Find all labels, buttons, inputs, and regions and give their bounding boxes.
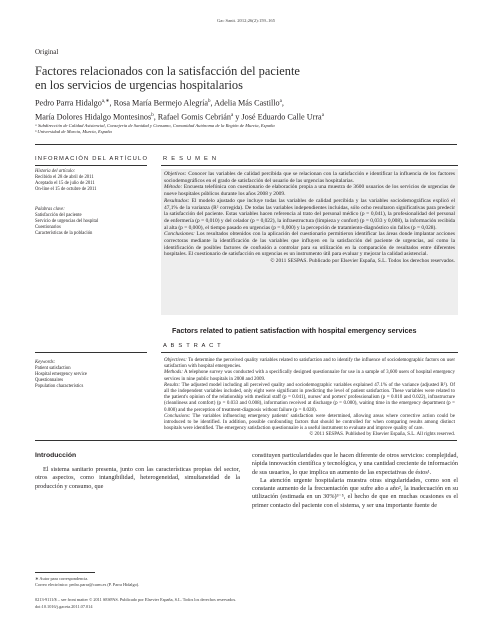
abstract-results-label: Results:	[164, 382, 181, 388]
abstract-objectives: To determine the perceived quality variables related to satisfaction and to identify the influence of sociodemographic factors on user satisfaction with hospital emergencies.	[164, 358, 455, 370]
history-accepted: Aceptado el 15 de julio de 2011	[35, 180, 95, 186]
abstract-methods-label: Methods:	[164, 370, 183, 376]
author-name: Pedro Parra Hidalgo	[35, 98, 102, 108]
author-name: María Dolores Hidalgo Montesinos	[35, 112, 152, 122]
authors-line-2	[35, 110, 475, 124]
article-info-heading: INFORMACIÓN DEL ARTÍCULO	[35, 156, 149, 162]
intro-paragraph: constituyen particularidades que le hacen diferente de otros servicios: complejidad, rápida innovación científica y tecnológica, y una cantidad creciente de información de sus usuarios, lo que implica un aumento de las expectativas de éstos¹.	[252, 452, 458, 476]
history-label: Historia del artículo:	[35, 169, 76, 174]
abstract-conclusions: The variables influencing emergency patients' satisfaction were determined, allowing areas where corrective action could be introduced to be identified. In addition, possible confounding factors that should be controlled for when comparing results among distinct hospitals were identified. The emergency satisfaction questionnaire is a useful instrument to evaluate and improve quality of care.	[164, 413, 455, 432]
keywords-en	[35, 360, 147, 390]
keyword-en: Hospital emergency service	[35, 371, 87, 377]
abstract-text	[161, 356, 458, 441]
history-received: Recibido el 28 de abril de 2011	[35, 174, 94, 180]
divider	[35, 440, 457, 441]
divider	[161, 165, 458, 166]
title-line-1: Factores relacionados con la satisfacción del paciente	[35, 64, 300, 78]
journal-reference: Gac Sanit. 2012;26(2):159–165	[216, 18, 276, 23]
divider	[35, 352, 147, 353]
authors-line-1: Pedro Parra Hidalgo$^{a,∗}$, Rosa María Bermejo Alegría$^b$, Adelia Más Castillo$^a$,	[35, 98, 284, 108]
keyword-en: Population characteristics	[35, 383, 84, 389]
resumen-heading: R E S U M E N	[163, 156, 218, 162]
resumen-objetivos: Conocer las variables de calidad percibida que se relacionan con la satisfacción e identificar la influencia de los factores sociodemográficos en el grado de satisfacción del usuario de las urgencias hospitalarias.	[164, 171, 455, 184]
author-name: , Rosa María Bermejo Alegría	[109, 98, 208, 108]
article-history	[35, 169, 147, 193]
history-online: On-line el 15 de octubre de 2011	[35, 186, 97, 192]
abstract-conclusions-label: Conclusions:	[164, 413, 191, 419]
intro-heading: Introducción	[35, 452, 77, 459]
author-sup: b	[151, 112, 154, 118]
keywords-label: Palabras clave:	[35, 207, 65, 212]
resumen-metodo: Encuesta telefónica con cuestionario de elaboración propia a una muestra de 3600 usuarios de los servicios de urgencias de nueve hospitales públicos durante los años 2008 y 2009.	[164, 184, 455, 198]
divider	[161, 352, 458, 353]
author-sup: a	[279, 99, 282, 104]
authors	[35, 96, 475, 123]
abstract-methods: A telephone survey was conducted with a specifically designed questionnaire for use in a sample of 3,600 users of hospital emergency services in nine public hospitals in 2008 and 2009.	[164, 370, 455, 382]
doi-line: doi:10.1016/j.gaceta.2011.07.014	[35, 604, 93, 609]
abstract-results: The adjusted model including all perceived quality and sociodemographic variables explained 47.1% of the variance (adjusted R²). Of all the independent variables included, only eight were significant in predicting the level of patient satisfaction. These variables were related to the patient's opinion of the relationship with medical staff (p = 0.041), nurses' and porters' professionalism (p = 0.010 and 0.022), infrastructure (cleanliness and comfort) (p = 0.033 and 0.008), information received at discharge (p = 0.000), waiting time in the emergency department (p = 0.000) and the perception of treatment-diagnosis without failure (p = 0.028).	[164, 382, 455, 413]
resumen-objetivos-label: Objetivos:	[164, 171, 187, 177]
keyword: Cuestionarios	[35, 224, 61, 230]
affiliation-a: ᵃ Subdirección de Calidad Asistencial, Consejería de Sanidad y Consumo, Comunidad Autónoma de la Región de Murcia, España	[35, 123, 275, 128]
author-sup: a	[321, 112, 324, 118]
resumen-text	[161, 169, 458, 267]
issn-line: 0213-9111/$ – see front matter © 2011 SESPAS. Publicado por Elsevier España, S.L. Todos los derechos reservados.	[35, 597, 237, 602]
resumen-resultados-label: Resultados:	[164, 197, 190, 204]
resumen-conclusiones: Los resultados obtenidos con la aplicación del cuestionario permitieron identificar las áreas donde implantar acciones correctoras mediante la identificación de las variables que influyen en la satisfacción del paciente de urgencias, así como la identificación de posibles factores de confusión a controlar para su utilización en la comparación de resultados entre diferentes hospitales. El cuestionario de satisfacción en urgencias es un instrumento útil para evaluar y mejorar la calidad asistencial.	[164, 231, 455, 258]
author-sup: a	[231, 112, 234, 118]
resumen-metodo-label: Método:	[164, 184, 183, 191]
keywords-es	[35, 207, 147, 237]
intro-paragraph: El sistema sanitario presenta, junto con las características propias del sector, otros aspectos, como intangibilidad, heterogeneidad, simultaneidad de la producción y consumo, que	[35, 466, 240, 490]
divider	[35, 165, 147, 166]
footnote-email: Correo electrónico: pedro.parra@carm.es (P. Parra Hidalgo).	[35, 582, 140, 587]
title-line-2: en los servicios de urgencias hospitalarios	[35, 78, 243, 92]
keyword-en: Questionnaires	[35, 377, 64, 383]
intro-paragraph: La atención urgente hospitalaria muestra otras singularidades, como son el constante aumento de la frecuentación que sufre año a año², la inadecuación en su utilización (estimada en un 30%)³⁻⁵, el hecho de que en muchas ocasiones es el primer contacto del paciente con el sistema, y ser una importante fuente de	[252, 476, 458, 509]
keyword-en: Patient satisfaction	[35, 365, 71, 371]
author-sup: a,∗	[101, 99, 110, 104]
keyword: Satisfacción del paciente	[35, 212, 82, 218]
author-name: , Rafael Gomis Cebrián	[153, 112, 232, 122]
abstract-copyright: © 2011 SESPAS. Published by Elsevier España, S.L. All rights reserved.	[309, 432, 455, 438]
resumen-resultados: El modelo ajustado que incluye todas las variables de calidad percibida y las variables sociodemográficas explicó el 47,1% de la varianza (R² corregida). De todas las variables independientes incluidas, sólo ocho resultaron significativas para predecir la satisfacción del paciente. Estas variables hacen referencia al trato del personal médico (p = 0,041), la profesionalidad del personal de enfermería (p = 0,010) y del celador (p = 0,022), la infraestructura (limpieza y confort) (p = 0,033 y 0,008), la información recibida al alta (p = 0,000), el tiempo pasado en urgencias (p = 0,000) y la percepción de tratamiento-diagnóstico sin fallos (p = 0,028).	[164, 197, 455, 231]
abstract-objectives-label: Objectives:	[164, 358, 187, 363]
section-label: Original	[35, 48, 59, 56]
intro-right-column	[252, 452, 458, 510]
abstract-heading: A B S T R A C T	[163, 343, 222, 349]
keyword: Servicio de urgencias del hospital	[35, 218, 99, 224]
keyword: Características de la población	[35, 230, 93, 236]
author-name: , Adelia Más Castillo	[210, 98, 280, 108]
author-name: y José Eduardo Calle Urra	[233, 112, 322, 122]
article-title	[35, 64, 455, 92]
resumen-conclusiones-label: Conclusiones:	[164, 231, 195, 238]
resumen-copyright: © 2011 SESPAS. Publicado por Elsevier España, S.L. Todos los derechos reservados.	[270, 258, 455, 265]
divider	[35, 144, 457, 145]
affiliation-b: ᵇ Universidad de Murcia, Murcia, España	[35, 129, 112, 134]
english-title: Factors related to patient satisfaction with hospital emergency services	[172, 326, 417, 335]
footnote-rule	[35, 572, 95, 573]
intro-left-column	[35, 466, 240, 491]
abstract-box	[161, 356, 458, 438]
resumen-box	[161, 169, 458, 315]
author-sup: b	[207, 99, 211, 104]
keywords-en-label: Keywords:	[35, 360, 56, 365]
footnote-author: ∗ Autor para correspondencia.	[35, 576, 89, 581]
